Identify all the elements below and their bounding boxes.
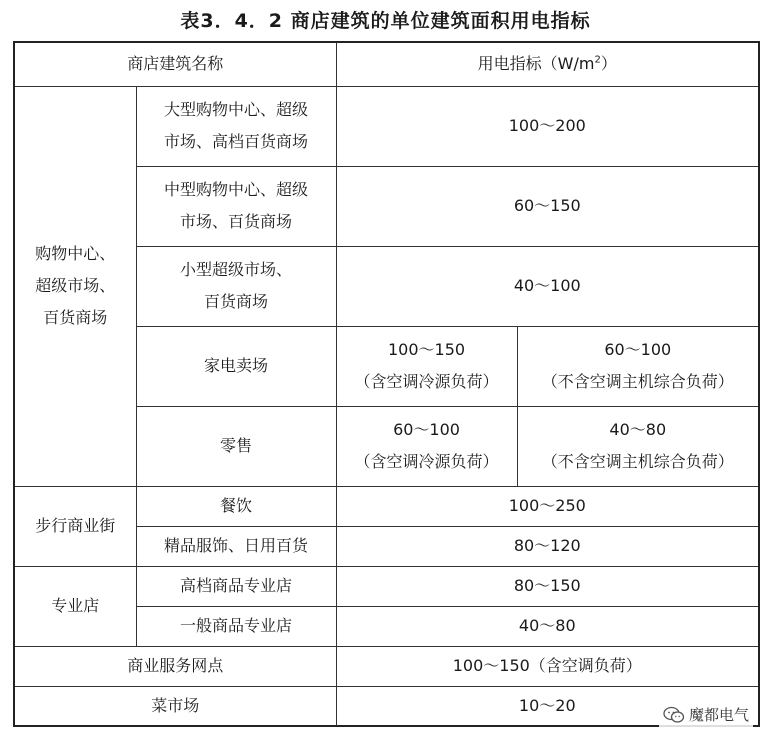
row-value: 80～150 [336, 566, 759, 606]
header-index: 用电指标$(W/m^2)$ [336, 42, 759, 86]
row-name: 精品服饰、日用百货 [136, 526, 336, 566]
table-row [14, 86, 759, 166]
row-value-a: 100～150 （含空调冷源负荷） [336, 326, 517, 406]
row-value-b: 40～80 （不含空调主机综合负荷） [517, 406, 759, 486]
header-building-name: 商店建筑名称 [14, 42, 336, 86]
row-value: 40～80 [336, 606, 759, 646]
row-value-a: 60～100 （含空调冷源负荷） [336, 406, 517, 486]
row-value: 60～150 [336, 166, 759, 246]
row-value: 100～200 [336, 86, 759, 166]
row-name: 小型超级市场、 百货商场 [136, 246, 336, 326]
row-name: 餐饮 [136, 486, 336, 526]
header-row [14, 42, 759, 86]
group-label-specialty: 专业店 [14, 566, 136, 646]
row-value: 10～20 [336, 686, 759, 726]
watermark [659, 702, 753, 727]
row-value: 40～100 [336, 246, 759, 326]
row-value: 80～120 [336, 526, 759, 566]
row-value: 100～250 [336, 486, 759, 526]
row-name: 一般商品专业店 [136, 606, 336, 646]
wechat-icon [663, 706, 685, 724]
row-name: 家电卖场 [136, 326, 336, 406]
row-name: 中型购物中心、超级 市场、百货商场 [136, 166, 336, 246]
watermark-text: 魔都电气 [688, 706, 749, 724]
row-name: 零售 [136, 406, 336, 486]
table-row [14, 646, 759, 686]
row-value: 100～150（含空调负荷） [336, 646, 759, 686]
row-name: 高档商品专业店 [136, 566, 336, 606]
row-name-market: 菜市场 [14, 686, 336, 726]
electricity-index-table [13, 41, 758, 727]
row-value-b: 60～100 （不含空调主机综合负荷） [517, 326, 759, 406]
table-row [14, 686, 759, 726]
row-name-service: 商业服务网点 [14, 646, 336, 686]
table-row [14, 566, 759, 606]
table-title: 表3．4．2 商店建筑的单位建筑面积用电指标 [180, 10, 591, 32]
table-row [14, 486, 759, 526]
row-name: 大型购物中心、超级 市场、高档百货商场 [136, 86, 336, 166]
group-label-shopping: 购物中心、 超级市场、 百货商场 [14, 86, 136, 486]
group-label-pedestrian: 步行商业街 [14, 486, 136, 566]
